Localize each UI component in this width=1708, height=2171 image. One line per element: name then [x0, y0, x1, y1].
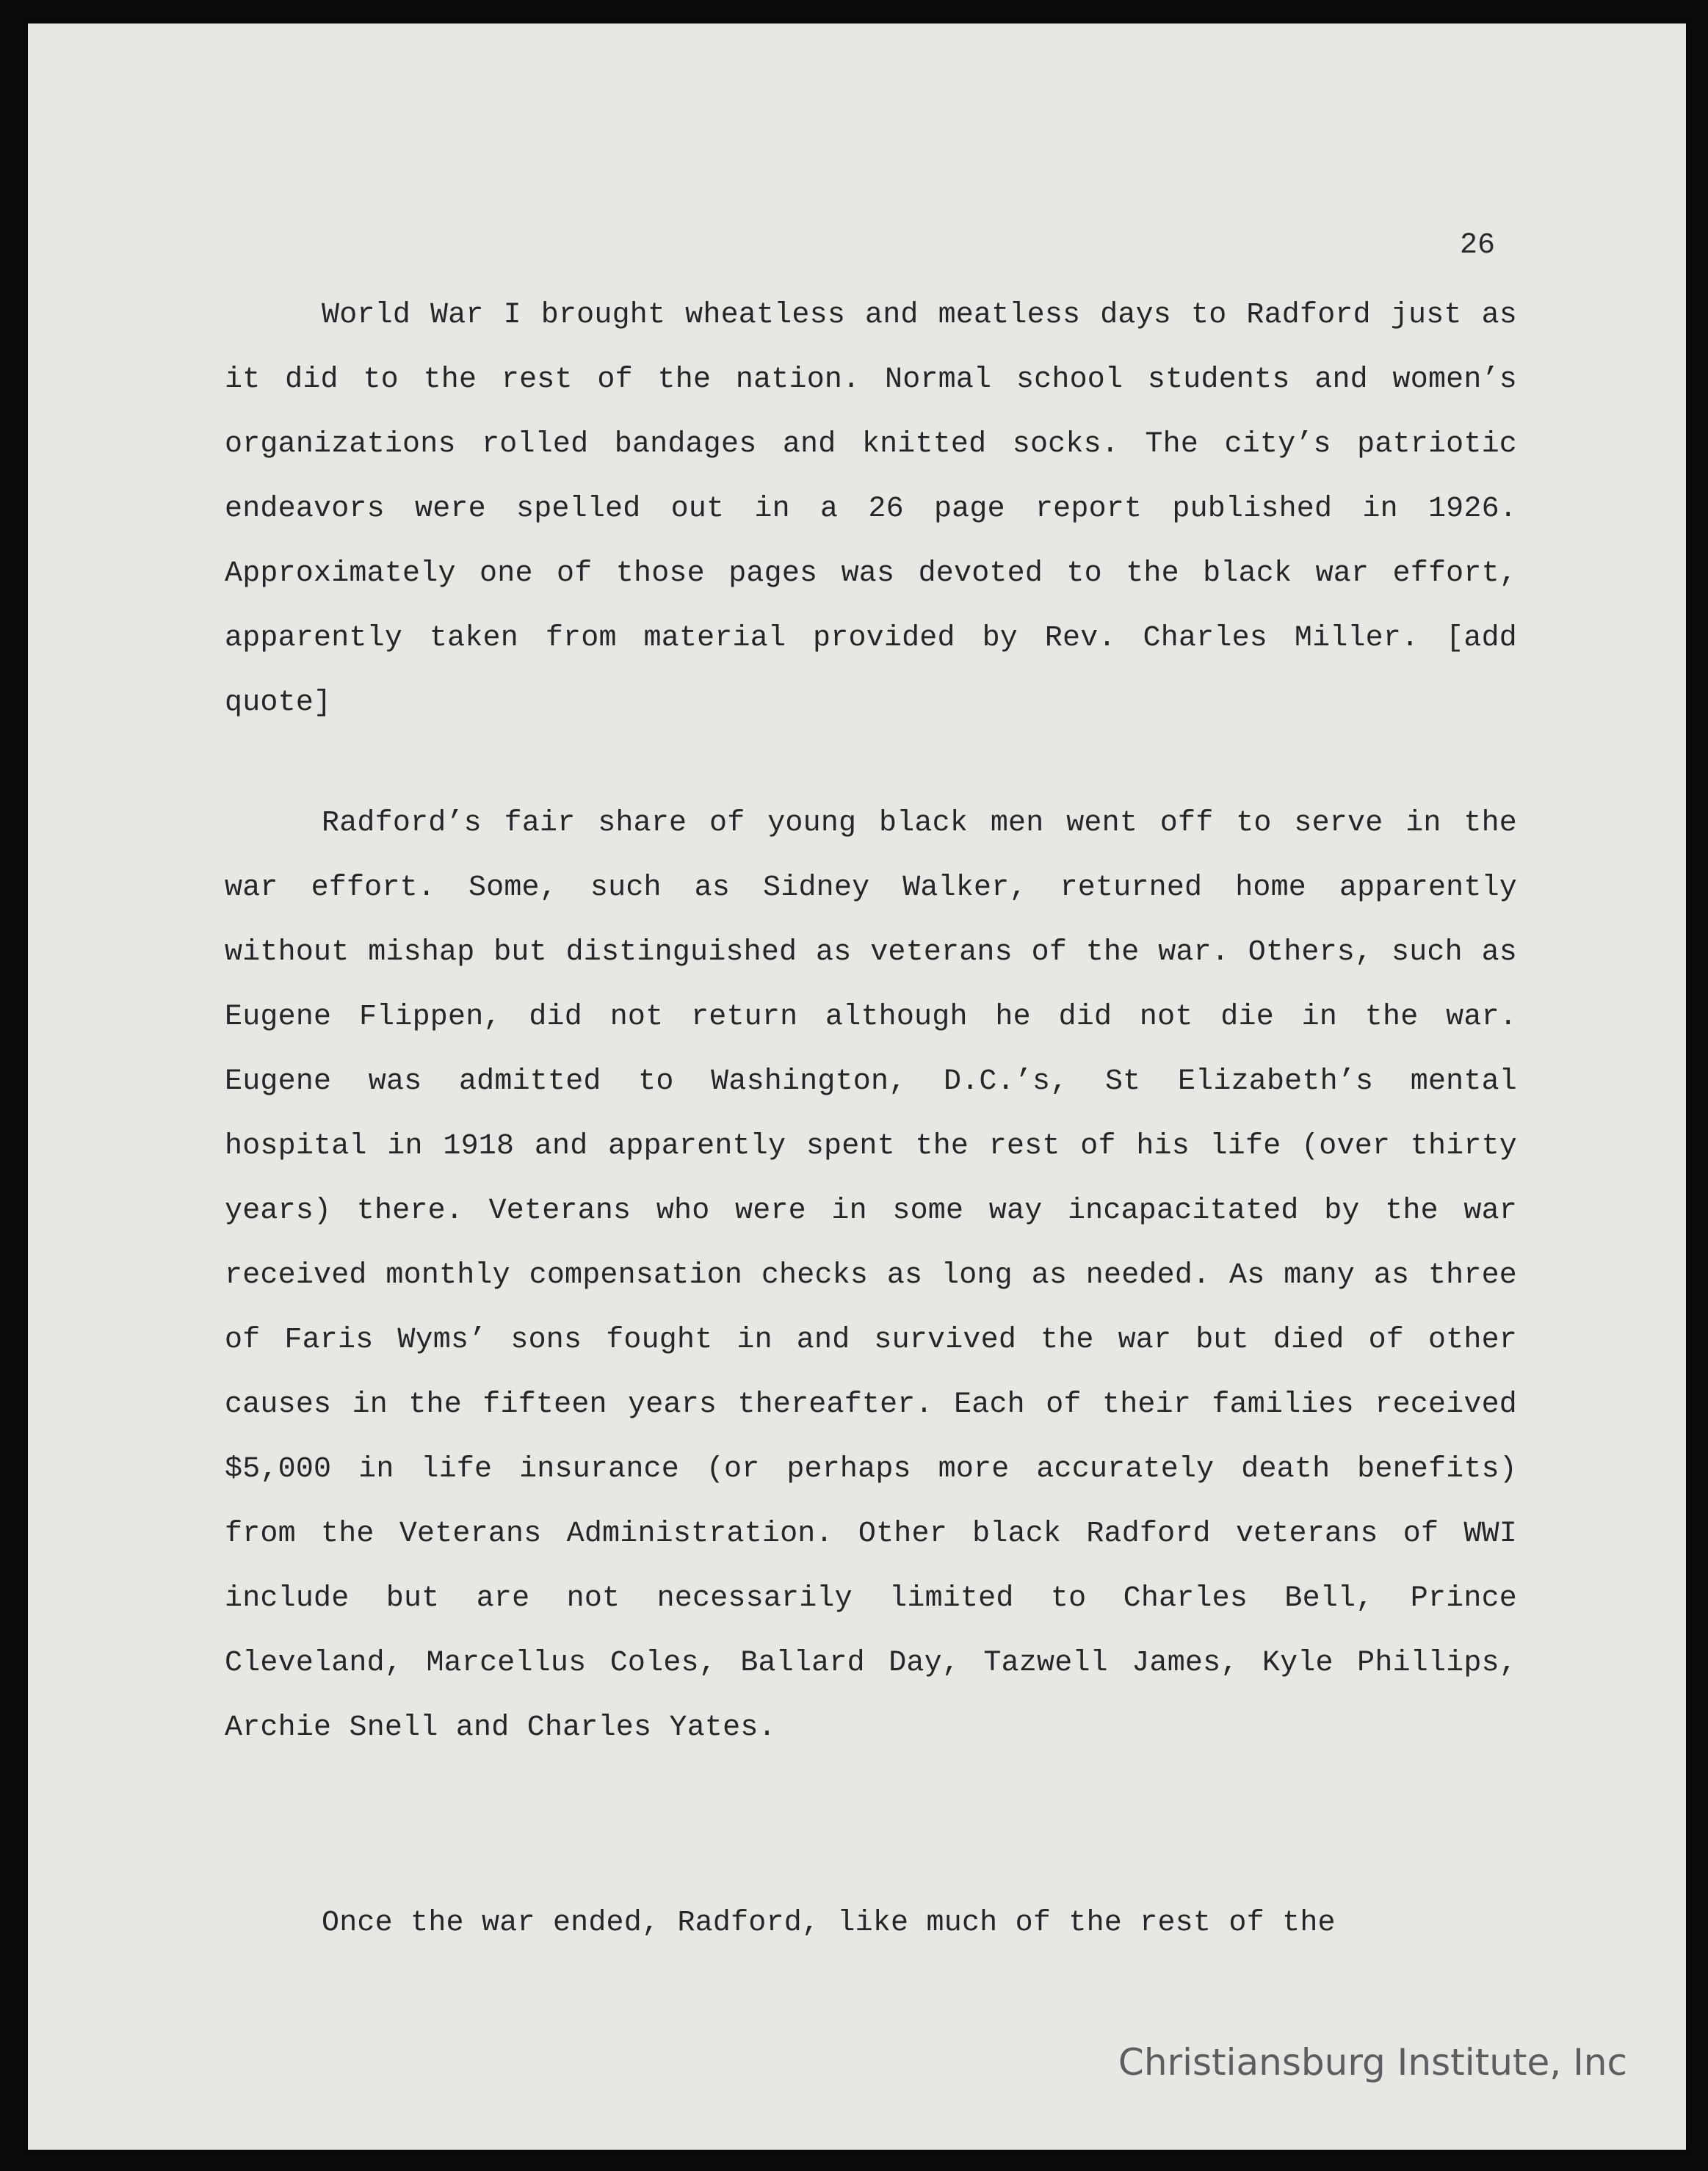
paragraph-after-war: Once the war ended, Radford, like much of the rest of the [322, 1907, 1336, 1940]
watermark-text: Christiansburg Institute, Inc [1118, 2041, 1627, 2084]
paragraph-black-veterans: Radford’s fair share of young black men went off to serve in the war effort. Some, such as Sidney Walker, returned home apparently without mishap but distinguished as veterans of the war. Others, such as Eugene Flippen, did not return although he did not die in the war. Eugene was admitted to Washington, D.C.’s, St Elizabeth’s mental hospital in 1918 and apparently spent the rest of his life (over thirty years) there. Veterans who were in some way incapacitated by the war received monthly compensation checks as long as needed. As many as three of Faris Wyms’ sons fought in and survived the war but died of other causes in the fifteen years thereafter. Each of their families received $5,000 in life insurance (or perhaps more accurately death benefits) from the Veterans Administration. Other black Radford veterans of WWI include but are not necessarily limited to Charles Bell, Prince Cleveland, Marcellus Coles, Ballard Day, Tazwell James, Kyle Phillips, Archie Snell and Charles Yates. [225, 807, 1517, 1744]
typed-page [28, 23, 1686, 2150]
paragraph-world-war-i: World War I brought wheatless and meatless days to Radford just as it did to the rest of the nation. Normal school students and women’s organizations rolled bandages and knitted socks. The city’s patriotic endeavors were spelled out in a 26 page report published in 1926. Approximately one of those pages was devoted to the black war effort, apparently taken from material provided by Rev. Charles Miller. [add quote] [225, 299, 1517, 720]
page-number: 26 [1460, 229, 1496, 262]
